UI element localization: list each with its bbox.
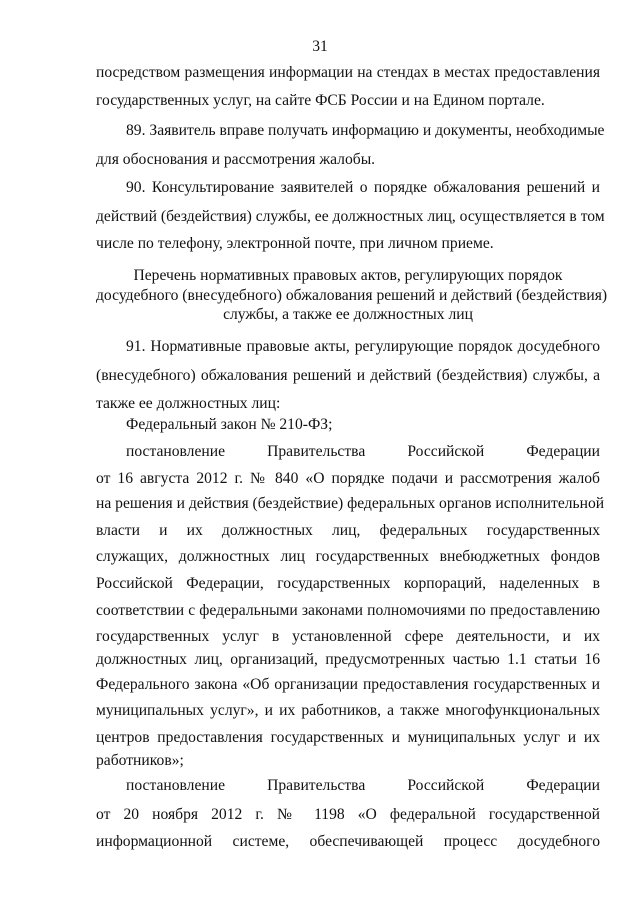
text-line: власти и их должностных лиц, федеральных государственных [96,522,600,539]
text-line: государственных услуг, на сайте ФСБ России и на Едином портале. [96,92,545,109]
text-line: от 16 августа 2012 г. № 840 «О порядке подачи и рассмотрения жалоб [96,470,600,487]
section-heading-line: службы, а также ее должностных лиц [223,306,473,323]
text-line: от 20 ноября 2012 г. № 1198 «О федеральной государственной [96,806,600,823]
text-line: посредством размещения информации на стендах в местах предоставления [96,64,600,81]
text-line: 89. Заявитель вправе получать информацию и документы, необходимые [126,122,605,139]
text-line: числе по телефону, электронной почте, при личном приеме. [96,235,494,252]
text-line: Федерального закона «Об организации предоставления государственных и [96,676,600,693]
text-line: центров предоставления государственных и муниципальных услуг и их [96,729,600,746]
text-line: Российской Федерации, государственных корпораций, наделенных в [96,575,600,592]
text-line: соответствии с федеральными законами полномочиями по предоставлению [96,602,600,619]
text-line: информационной системе, обеспечивающей процесс досудебного [96,833,600,850]
text-line: государственных услуг в установленной сфере деятельности, и их [96,628,600,645]
text-line: (внесудебного) обжалования решений и действий (бездействия) службы, а [96,367,600,384]
text-line: на решения и действия (бездействие) федеральных органов исполнительной [96,495,605,512]
text-line: работников»; [96,752,184,769]
text-line: 90. Консультирование заявителей о порядке обжалования решений и [126,179,600,196]
text-line: постановление Правительства Российской Федерации [126,443,600,460]
text-line: служащих, должностных лиц государственных внебюджетных фондов [96,548,600,565]
text-line: постановление Правительства Российской Федерации [126,777,600,794]
text-line: муниципальных услуг», и их работников, а также многофункциональных [96,702,600,719]
section-heading-line: досудебного (внесудебного) обжалования решений и действий (бездействия) [96,287,608,304]
section-heading-line: Перечень нормативных правовых актов, регулирующих порядок [133,267,563,284]
page-number: 31 [312,38,328,55]
text-line: также ее должностных лиц: [96,395,281,412]
text-line: Федеральный закон № 210-ФЗ; [126,416,333,433]
text-line: 91. Нормативные правовые акты, регулирующие порядок досудебного [126,338,600,355]
text-line: должностных лиц, организаций, предусмотренных частью 1.1 статьи 16 [96,651,600,668]
text-line: действий (бездействия) службы, ее должностных лиц, осуществляется в том [96,208,605,225]
text-line: для обоснования и рассмотрения жалобы. [96,151,376,168]
